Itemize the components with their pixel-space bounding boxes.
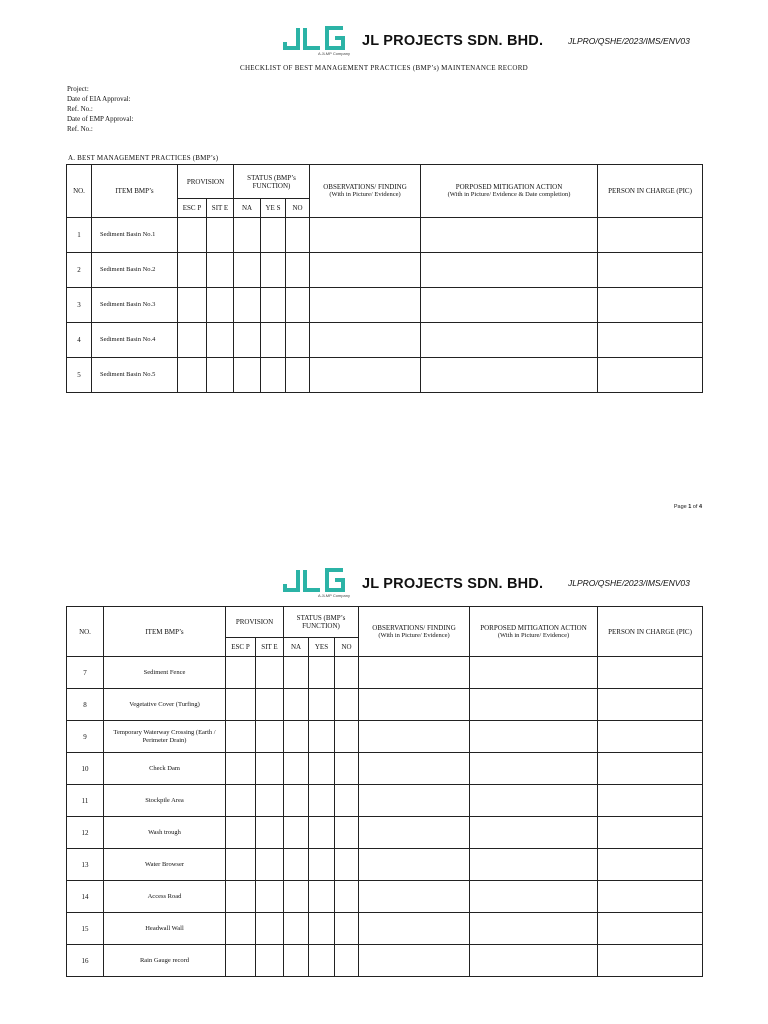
cell-mitigation[interactable]: [421, 323, 598, 358]
field-ref-no: Ref. No.:: [67, 105, 93, 113]
cell-no[interactable]: [335, 657, 359, 689]
cell-na[interactable]: [284, 753, 309, 785]
col-header-escp: ESC P: [178, 199, 207, 218]
cell-site[interactable]: [207, 288, 234, 323]
row-item-name: Sediment Fence: [104, 657, 226, 689]
cell-site[interactable]: [256, 881, 284, 913]
cell-pic[interactable]: [598, 218, 703, 253]
cell-observations[interactable]: [310, 323, 421, 358]
col-header-observations: [310, 165, 421, 218]
col-header-no: NO.: [67, 607, 104, 657]
page-prefix: Page: [673, 504, 689, 510]
cell-na[interactable]: [284, 849, 309, 881]
row-number: 2: [67, 253, 92, 288]
col-header-site: SIT E: [207, 199, 234, 218]
page-of: of: [691, 504, 699, 510]
table-row: [67, 785, 703, 817]
section-heading: A. BEST MANAGEMENT PRACTICES (BMP’s): [68, 154, 219, 162]
jlg-logo: [283, 26, 349, 50]
cell-pic[interactable]: [598, 323, 703, 358]
row-number: 4: [67, 323, 92, 358]
project-info-block: [67, 84, 133, 134]
cell-yes[interactable]: [261, 323, 286, 358]
cell-observations[interactable]: [310, 218, 421, 253]
jlg-logo-icon: [283, 568, 349, 592]
document-reference: JLPRO/QSHE/2023/IMS/ENV03: [568, 578, 690, 588]
cell-site[interactable]: [256, 913, 284, 945]
row-number: 1: [67, 218, 92, 253]
cell-yes[interactable]: [309, 657, 335, 689]
cell-na[interactable]: [284, 881, 309, 913]
col-header-na: NA: [284, 638, 309, 657]
cell-site[interactable]: [207, 323, 234, 358]
table-row: [67, 323, 703, 358]
cell-pic[interactable]: [598, 358, 703, 393]
table-row: [67, 945, 703, 977]
cell-observations[interactable]: [359, 849, 470, 881]
row-item-name: Sediment Basin No.5: [92, 358, 178, 393]
company-name: JL PROJECTS SDN. BHD.: [362, 576, 544, 592]
row-number: 15: [67, 913, 104, 945]
cell-yes[interactable]: [309, 945, 335, 977]
document-reference: JLPRO/QSHE/2023/IMS/ENV03: [568, 36, 690, 46]
cell-na[interactable]: [284, 785, 309, 817]
cell-escp[interactable]: [178, 253, 207, 288]
cell-mitigation[interactable]: [421, 288, 598, 323]
table-row: [67, 753, 703, 785]
cell-yes[interactable]: [309, 785, 335, 817]
cell-observations[interactable]: [359, 817, 470, 849]
bmp-checklist-table-page-1: [66, 164, 703, 393]
cell-site[interactable]: [256, 657, 284, 689]
cell-no[interactable]: [335, 721, 359, 753]
table-row: [67, 689, 703, 721]
row-item-name: Sediment Basin No.2: [92, 253, 178, 288]
row-item-name: Headwall Wall: [104, 913, 226, 945]
cell-observations[interactable]: [359, 657, 470, 689]
cell-pic[interactable]: [598, 849, 703, 881]
cell-yes[interactable]: [261, 288, 286, 323]
col-header-status: STATUS (BMP’s FUNCTION): [284, 607, 359, 638]
cell-pic[interactable]: [598, 881, 703, 913]
cell-escp[interactable]: [226, 689, 256, 721]
col-header-pic: PERSON IN CHARGE (PIC): [598, 607, 703, 657]
cell-no[interactable]: [335, 849, 359, 881]
cell-pic[interactable]: [598, 945, 703, 977]
row-number: 5: [67, 358, 92, 393]
cell-yes[interactable]: [261, 253, 286, 288]
cell-mitigation[interactable]: [470, 881, 598, 913]
cell-observations[interactable]: [359, 881, 470, 913]
cell-escp[interactable]: [226, 913, 256, 945]
cell-site[interactable]: [256, 785, 284, 817]
cell-pic[interactable]: [598, 288, 703, 323]
row-item-name: Rain Gauge record: [104, 945, 226, 977]
cell-yes[interactable]: [309, 881, 335, 913]
col-header-escp: ESC P: [226, 638, 256, 657]
table-row: [67, 288, 703, 323]
cell-observations[interactable]: [359, 913, 470, 945]
mitigation-sublabel: (With in Picture/ Evidence & Date completion): [447, 191, 571, 198]
cell-na[interactable]: [284, 913, 309, 945]
cell-site[interactable]: [207, 218, 234, 253]
cell-mitigation[interactable]: [470, 849, 598, 881]
cell-yes[interactable]: [309, 689, 335, 721]
cell-pic[interactable]: [598, 253, 703, 288]
field-project: Project:: [67, 85, 89, 93]
cell-escp[interactable]: [178, 358, 207, 393]
cell-site[interactable]: [256, 817, 284, 849]
row-item-name: Sediment Basin No.3: [92, 288, 178, 323]
row-number: 7: [67, 657, 104, 689]
row-item-name: Temporary Waterway Crossing (Earth / Perimeter Drain): [104, 721, 226, 753]
row-item-name: Sediment Basin No.1: [92, 218, 178, 253]
cell-pic[interactable]: [598, 689, 703, 721]
row-item-name: Wash trough: [104, 817, 226, 849]
cell-mitigation[interactable]: [421, 218, 598, 253]
cell-no[interactable]: [286, 288, 310, 323]
col-header-na: NA: [234, 199, 261, 218]
company-name: JL PROJECTS SDN. BHD.: [362, 33, 544, 49]
row-item-name: Check Dam: [104, 753, 226, 785]
cell-mitigation[interactable]: [421, 253, 598, 288]
cell-mitigation[interactable]: [470, 753, 598, 785]
cell-observations[interactable]: [359, 753, 470, 785]
row-number: 10: [67, 753, 104, 785]
cell-no[interactable]: [335, 945, 359, 977]
cell-mitigation[interactable]: [470, 657, 598, 689]
table-row: [67, 218, 703, 253]
col-header-item: ITEM BMP’s: [104, 607, 226, 657]
observations-sublabel: (With in Picture/ Evidence): [378, 631, 450, 639]
cell-mitigation[interactable]: [421, 358, 598, 393]
cell-yes[interactable]: [309, 721, 335, 753]
col-header-item: ITEM BMP’s: [92, 165, 178, 218]
col-header-yes: YE S: [261, 199, 286, 218]
cell-observations[interactable]: [310, 358, 421, 393]
col-header-status-no: NO: [286, 199, 310, 218]
cell-yes[interactable]: [261, 218, 286, 253]
cell-site[interactable]: [207, 253, 234, 288]
cell-mitigation[interactable]: [470, 817, 598, 849]
cell-observations[interactable]: [310, 253, 421, 288]
table-row: [67, 881, 703, 913]
cell-escp[interactable]: [226, 817, 256, 849]
col-header-no: NO.: [67, 165, 92, 218]
cell-observations[interactable]: [359, 689, 470, 721]
cell-pic[interactable]: [598, 721, 703, 753]
cell-no[interactable]: [286, 358, 310, 393]
cell-site[interactable]: [256, 849, 284, 881]
table-row: [67, 721, 703, 753]
row-number: 14: [67, 881, 104, 913]
cell-pic[interactable]: [598, 657, 703, 689]
cell-no[interactable]: [286, 253, 310, 288]
col-header-provision: PROVISION: [226, 607, 284, 638]
cell-observations[interactable]: [359, 945, 470, 977]
observations-label: OBSERVATIONS/ FINDING: [372, 623, 456, 632]
row-number: 9: [67, 721, 104, 753]
page-number: [674, 504, 702, 510]
row-number: 16: [67, 945, 104, 977]
cell-yes[interactable]: [309, 817, 335, 849]
cell-yes[interactable]: [309, 753, 335, 785]
cell-pic[interactable]: [598, 817, 703, 849]
cell-site[interactable]: [256, 945, 284, 977]
row-number: 13: [67, 849, 104, 881]
cell-no[interactable]: [335, 817, 359, 849]
row-number: 3: [67, 288, 92, 323]
cell-escp[interactable]: [226, 881, 256, 913]
cell-na[interactable]: [234, 323, 261, 358]
cell-site[interactable]: [256, 689, 284, 721]
observations-sublabel: (With in Picture/ Evidence): [329, 191, 401, 198]
table-row: [67, 817, 703, 849]
cell-na[interactable]: [234, 253, 261, 288]
cell-site[interactable]: [256, 753, 284, 785]
row-item-name: Stockpile Area: [104, 785, 226, 817]
cell-yes[interactable]: [261, 358, 286, 393]
cell-na[interactable]: [284, 945, 309, 977]
mitigation-sublabel: (With in Picture/ Evidence): [497, 631, 570, 639]
row-item-name: Access Road: [104, 881, 226, 913]
cell-pic[interactable]: [598, 785, 703, 817]
cell-site[interactable]: [256, 721, 284, 753]
cell-escp[interactable]: [226, 945, 256, 977]
col-header-status-no: NO: [335, 638, 359, 657]
mitigation-label: PORPOSED MITIGATION ACTION: [455, 183, 563, 191]
field-ref-no: Ref. No.:: [67, 125, 93, 133]
field-emp-approval-date: Date of EMP Approval:: [67, 115, 134, 123]
cell-mitigation[interactable]: [470, 945, 598, 977]
cell-na[interactable]: [284, 657, 309, 689]
cell-escp[interactable]: [178, 218, 207, 253]
observations-label: OBSERVATIONS/ FINDING: [323, 183, 407, 191]
cell-na[interactable]: [234, 358, 261, 393]
col-header-pic: PERSON IN CHARGE (PIC): [598, 165, 703, 218]
table-row: [67, 657, 703, 689]
col-header-status: STATUS (BMP’s FUNCTION): [234, 165, 310, 199]
cell-no[interactable]: [335, 753, 359, 785]
table-row: [67, 849, 703, 881]
cell-escp[interactable]: [226, 657, 256, 689]
cell-observations[interactable]: [359, 721, 470, 753]
col-header-site: SIT E: [256, 638, 284, 657]
cell-observations[interactable]: [359, 785, 470, 817]
cell-mitigation[interactable]: [470, 721, 598, 753]
row-item-name: Water Browser: [104, 849, 226, 881]
row-number: 11: [67, 785, 104, 817]
col-header-mitigation: [470, 607, 598, 657]
cell-yes[interactable]: [309, 849, 335, 881]
page-total: 4: [698, 504, 702, 510]
field-eia-approval-date: Date of EIA Approval:: [67, 95, 131, 103]
cell-na[interactable]: [284, 721, 309, 753]
cell-observations[interactable]: [310, 288, 421, 323]
cell-mitigation[interactable]: [470, 785, 598, 817]
cell-escp[interactable]: [226, 721, 256, 753]
table-row: [67, 913, 703, 945]
row-item-name: Sediment Basin No.4: [92, 323, 178, 358]
cell-na[interactable]: [284, 817, 309, 849]
cell-no[interactable]: [286, 323, 310, 358]
cell-no[interactable]: [286, 218, 310, 253]
mitigation-label: PORPOSED MITIGATION ACTION: [480, 623, 587, 632]
cell-escp[interactable]: [178, 323, 207, 358]
cell-escp[interactable]: [178, 288, 207, 323]
jlg-logo: [283, 568, 349, 592]
cell-yes[interactable]: [309, 913, 335, 945]
col-header-observations: [359, 607, 470, 657]
cell-pic[interactable]: [598, 913, 703, 945]
cell-no[interactable]: [335, 913, 359, 945]
cell-escp[interactable]: [226, 753, 256, 785]
cell-pic[interactable]: [598, 753, 703, 785]
cell-na[interactable]: [234, 288, 261, 323]
table-row: [67, 358, 703, 393]
logo-subtext: A JLMP Company: [318, 51, 350, 56]
cell-escp[interactable]: [226, 849, 256, 881]
col-header-mitigation: [421, 165, 598, 218]
cell-site[interactable]: [207, 358, 234, 393]
row-number: 12: [67, 817, 104, 849]
row-item-name: Vegetative Cover (Turfing): [104, 689, 226, 721]
cell-na[interactable]: [284, 689, 309, 721]
jlg-logo-icon: [283, 26, 349, 50]
cell-no[interactable]: [335, 785, 359, 817]
cell-mitigation[interactable]: [470, 689, 598, 721]
page-current: 1: [688, 504, 692, 510]
form-title: CHECKLIST OF BEST MANAGEMENT PRACTICES (BMP’s) MAINTENANCE RECORD: [239, 64, 529, 72]
table-row: [67, 253, 703, 288]
cell-escp[interactable]: [226, 785, 256, 817]
cell-na[interactable]: [234, 218, 261, 253]
row-number: 8: [67, 689, 104, 721]
cell-mitigation[interactable]: [470, 913, 598, 945]
col-header-provision: PROVISION: [178, 165, 234, 199]
bmp-checklist-table-page-2: [66, 606, 703, 977]
cell-no[interactable]: [335, 881, 359, 913]
cell-no[interactable]: [335, 689, 359, 721]
logo-subtext: A JLMP Company: [318, 593, 350, 598]
col-header-yes: YES: [309, 638, 335, 657]
